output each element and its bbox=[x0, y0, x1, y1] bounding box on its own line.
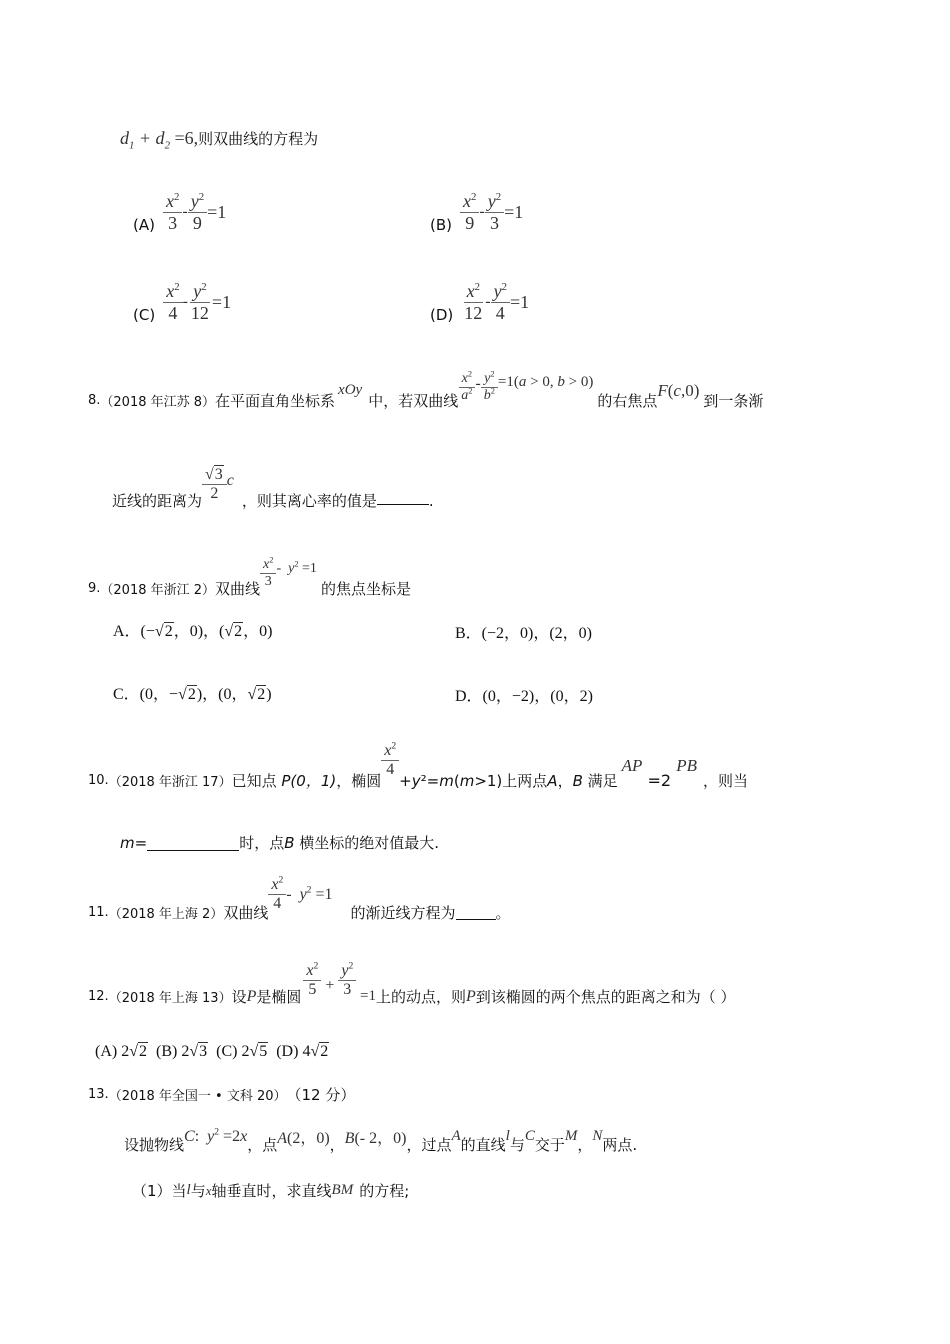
q7-option-b[interactable]: (B) $\frac{x^2}{9}$ - $\frac{y^2}{3}$ =1 bbox=[430, 190, 524, 234]
q11-answer-blank[interactable] bbox=[456, 919, 496, 920]
q10-line2: m = 时，点 B 横坐标的绝对值最大. bbox=[120, 833, 440, 852]
q7-option-a[interactable]: (A) $\frac{x^2}{3}$ - $\frac{y^2}{9}$ =1 bbox=[133, 190, 227, 234]
q9-line: 9. （2018 年浙江 2） 双曲线 $\frac{x^2}{3}$ - $y^2 =1$ 的焦点坐标是 bbox=[88, 555, 411, 598]
q12-options bbox=[95, 1043, 329, 1061]
q12-option-a[interactable]: (A) 2√2 bbox=[95, 1043, 147, 1060]
q7-stem-text: 则双曲线的方程为 bbox=[198, 130, 319, 148]
q7-stem bbox=[120, 128, 319, 152]
q9-option-b[interactable]: B．(−2，0)，(2，0) bbox=[455, 625, 593, 642]
q7-option-d[interactable]: (D) $\frac{x^2}{12}$ - $\frac{y^2}{4}$ =1 bbox=[430, 280, 530, 324]
q12-line: 12. （2018 年上海 13） 设 P 是椭圆 $\frac{x^2}{5}$ + $\frac{y^2}{3}$ =1 上的动点，则 P 到该椭圆的两个焦点的距离之和为（ ） bbox=[88, 960, 736, 1006]
q12-option-c[interactable]: (C) 2√5 bbox=[216, 1043, 268, 1060]
q7-option-c[interactable]: (C) $\frac{x^2}{4}$ - $\frac{y^2}{12}$ =1 bbox=[133, 280, 232, 324]
q13-line1: 设抛物线 C: $y^2 =2x$ ，点 A(2，0) ， B(- 2，0) ，过点 A 的直线 l 与 C 交于 M ， N 两点. bbox=[124, 1126, 638, 1154]
q8-line2: 近线的距离为 $\frac{√3}{2}$ c ，则其离心率的值是 . bbox=[112, 465, 434, 510]
q9-option-d[interactable]: D．(0，−2)，(0，2) bbox=[455, 688, 593, 705]
q10-answer-blank[interactable] bbox=[147, 834, 239, 851]
q13-header: 13. （2018 年全国一 • 文科 20） （12 分） bbox=[88, 1086, 356, 1104]
q8-answer-blank[interactable] bbox=[377, 504, 429, 505]
q11-line: 11. （2018 年上海 2） 双曲线 $\frac{x^2}{4}$ - $y^2 =1$ 的渐近线方程为 。 bbox=[88, 874, 511, 922]
q12-option-d[interactable]: (D) 4√2 bbox=[276, 1043, 329, 1060]
q8-line1: 8. （2018 年江苏 8） 在平面直角坐标系 xOy 中，若双曲线 $\frac{x^2}{a^2}$ - $\frac{y^2}{b^2}$ =1(a > 0, b > 0) 的右焦点 F(c,0) 到一条渐 bbox=[88, 369, 764, 410]
q10-line1: 10. （2018 年浙江 17） 已知点 P(0，1) ，椭圆 $\frac{x^2}{4}$ +y²=m(m>1) 上两点 A ， B 满足 AP =2 PB ，则当 bbox=[88, 740, 748, 790]
q9-option-a[interactable]: A．(−√2，0)，(√2，0) bbox=[113, 623, 273, 640]
q7-condition: $d_1 + d_2 =6$, bbox=[120, 128, 199, 152]
q12-option-b[interactable]: (B) 2√3 bbox=[156, 1043, 208, 1060]
q13-sub1: （1）当 l 与 x 轴垂直时，求直线 BM 的方程; bbox=[132, 1182, 410, 1200]
q9-option-c[interactable]: C．(0，−√2)，(0，√2) bbox=[113, 686, 272, 703]
